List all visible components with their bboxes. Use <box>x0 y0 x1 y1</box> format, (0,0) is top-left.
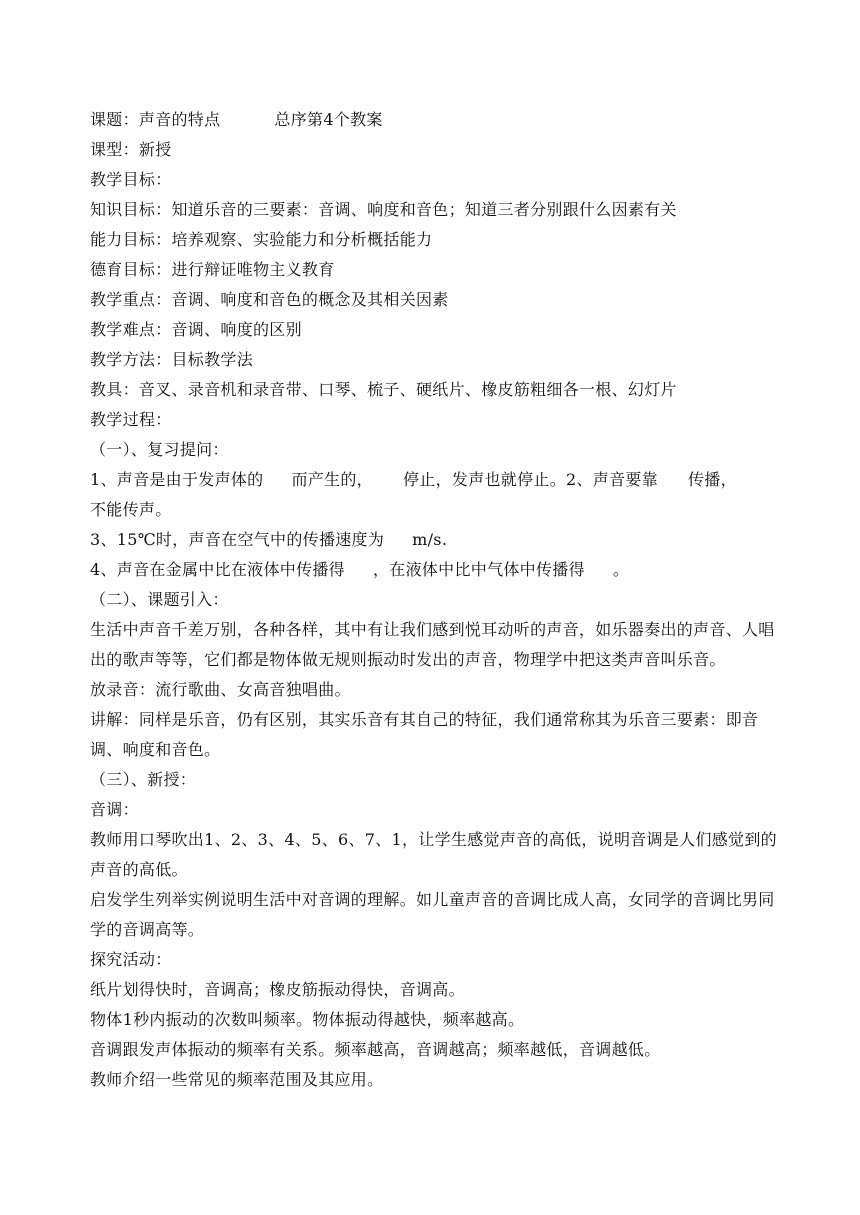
teaching-method: 教学方法：目标教学法 <box>90 350 254 369</box>
review-question-1 <box>90 465 780 495</box>
knowledge-goal: 知识目标：知道乐音的三要素：音调、响度和音色；知道三者分别跟什么因素有关 <box>90 200 677 219</box>
review-question-4 <box>90 555 780 585</box>
key-points: 教学重点：音调、响度和音色的概念及其相关因素 <box>90 290 449 309</box>
pitch-heading: 音调： <box>90 800 139 819</box>
title-prefix: 课题： <box>90 110 139 129</box>
lesson-title: 声音的特点 <box>138 110 221 129</box>
review-question-3 <box>90 525 780 555</box>
q3-part-a: 3、15℃时，声音在空气中的传播速度为 <box>90 530 385 549</box>
q4-part-b: ，在液体中比中气体中传播得 <box>372 560 585 579</box>
intro-paragraph: 生活中声音千差万别，各种各样，其中有让我们感到悦耳动听的声音，如乐器奏出的声音、人唱出的歌声等等，它们都是物体做无规则振动时发出的声音，物理学中把这类声音叫乐音。 <box>90 620 775 669</box>
goals-heading: 教学目标： <box>90 170 172 189</box>
intro-heading: （二）、课题引入： <box>90 590 229 609</box>
q1-part-b: 而产生的， <box>291 470 373 489</box>
review-question-1-cont: 不能传声。 <box>90 500 172 519</box>
q4-part-a: 4、声音在金属中比在液体中传播得 <box>90 560 345 579</box>
play-recording: 放录音：流行歌曲、女高音独唱曲。 <box>90 680 351 699</box>
inquiry-heading: 探究活动： <box>90 950 172 969</box>
q1-part-d: 传播， <box>687 470 737 489</box>
lesson-title-line <box>90 105 780 135</box>
inquiry-line-4: 教师介绍一些常见的频率范围及其应用。 <box>90 1070 384 1089</box>
pitch-paragraph-2: 启发学生列举实例说明生活中对音调的理解。如儿童声音的音调比成人高，女同学的音调比男同学的音调高等。 <box>90 890 775 939</box>
q1-part-a: 1、声音是由于发声体的 <box>90 470 264 489</box>
moral-goal: 德育目标：进行辩证唯物主义教育 <box>90 260 335 279</box>
teaching-tools: 教具：音叉、录音机和录音带、口琴、梳子、硬纸片、橡皮筋粗细各一根、幻灯片 <box>90 380 677 399</box>
q4-part-c: 。 <box>612 560 630 579</box>
new-heading: （三）、新授： <box>90 770 197 789</box>
lesson-plan-document <box>90 105 780 1095</box>
lesson-sequence: 总序第4个教案 <box>274 110 383 129</box>
q1-part-c: 停止，发声也就停止。2、声音要靠 <box>403 470 658 489</box>
explain-paragraph: 讲解：同样是乐音，仍有区别，其实乐音有其自己的特征，我们通常称其为乐音三要素：即音调、响度和音色。 <box>90 710 759 759</box>
inquiry-line-3: 音调跟发声体振动的频率有关系。频率越高，音调越高；频率越低，音调越低。 <box>90 1040 661 1059</box>
difficulties: 教学难点：音调、响度的区别 <box>90 320 302 339</box>
q3-part-b: m/s. <box>412 530 448 549</box>
inquiry-line-2: 物体1秒内振动的次数叫频率。物体振动得越快，频率越高。 <box>90 1010 525 1029</box>
course-type: 课型：新授 <box>90 140 172 159</box>
pitch-paragraph-1: 教师用口琴吹出1、2、3、4、5、6、7、1，让学生感觉声音的高低，说明音调是人们感觉到的声音的高低。 <box>90 830 777 879</box>
ability-goal: 能力目标：培养观察、实验能力和分析概括能力 <box>90 230 433 249</box>
process-heading: 教学过程： <box>90 410 172 429</box>
inquiry-line-1: 纸片划得快时，音调高；橡皮筋振动得快，音调高。 <box>90 980 465 999</box>
review-heading: （一）、复习提问： <box>90 440 229 459</box>
